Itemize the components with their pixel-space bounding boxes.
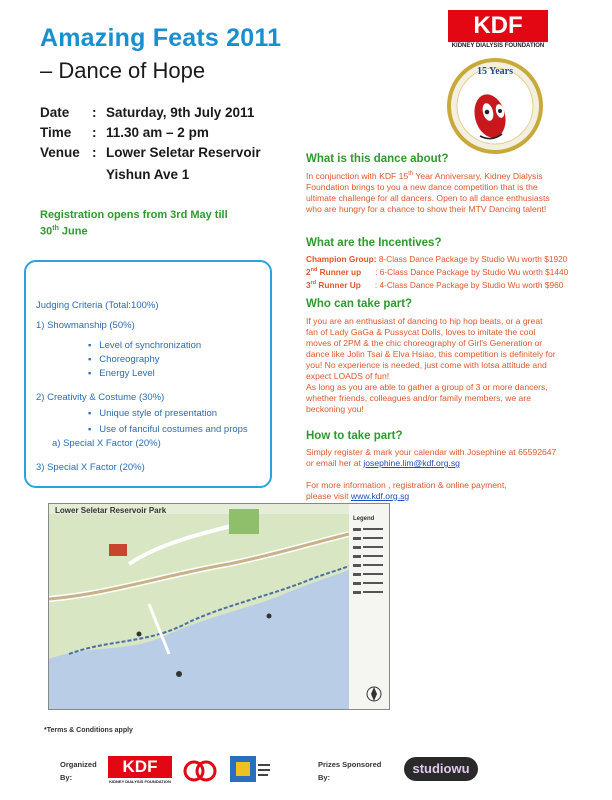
organized-by-label: By:	[60, 773, 73, 782]
criteria-item-text: Unique style of presentation	[99, 408, 218, 419]
incentive-rank-suffix: rd	[310, 279, 317, 286]
footer-kdf-caption: KIDNEY DIALYSIS FOUNDATION	[109, 779, 171, 784]
time-separator: :	[92, 125, 97, 140]
about-line: Foundation brings to you a new dance competition that is the	[306, 181, 538, 192]
anniversary-badge-text: 15 Years	[476, 66, 513, 77]
who-line: expect LOADS of fun!	[306, 371, 390, 381]
about-line: ultimate challenge for all dancers. Open to all dance enthusiasts	[306, 192, 550, 203]
who-line: you! No experience is needed, just come with lotsa attitude and	[306, 360, 547, 370]
about-text	[306, 169, 550, 215]
who-line: If you are an enthusiast of dancing to hip hop beats, or a great	[306, 316, 543, 326]
criteria-item-text: Use of fanciful costumes and props	[99, 424, 248, 435]
who-line: fan of Lady GaGa & Pussycat Dolls, loves to imitate the cool	[306, 327, 536, 337]
ring-logo-icon	[180, 756, 220, 786]
registration-line2	[40, 222, 260, 239]
park-map-graphic	[49, 504, 389, 709]
incentive-text: 8-Class Dance Package by Studio Wu worth $1920	[376, 254, 568, 264]
anniversary-badge	[440, 56, 550, 156]
who-heading: Who can take part?	[306, 298, 413, 310]
partner-emblem-icon	[228, 752, 272, 786]
kdf-logo-caption: KIDNEY DIALYSIS FOUNDATION	[451, 43, 545, 49]
partner-logo-red	[180, 756, 220, 791]
incentive-rank-suffix: nd	[310, 267, 318, 273]
date-value: Saturday, 9th July 2011	[106, 105, 255, 120]
venue-line1: Lower Seletar Reservoir	[106, 145, 261, 160]
footer-kdf-text: KDF	[108, 756, 172, 778]
incentive-label: Champion Group:	[306, 254, 377, 264]
website-link[interactable]: www.kdf.org.sg	[350, 491, 410, 501]
bullet-icon: ▪	[88, 368, 100, 379]
who-line: whether friends, colleagues and/or family members, we are	[306, 393, 531, 403]
page-subtitle: – Dance of Hope	[40, 58, 206, 83]
email-link[interactable]: josephine.lim@kdf.org.sg	[363, 458, 460, 468]
organized-label: Organized	[60, 760, 97, 769]
prizes-label: Prizes Sponsored	[318, 760, 382, 769]
incentive-row	[306, 278, 568, 291]
how-line	[306, 491, 556, 502]
venue-label: Venue	[40, 145, 80, 160]
incentive-rank: 3	[306, 279, 311, 290]
how-heading: How to take part?	[306, 430, 403, 442]
how-line: For more information , registration & online payment,	[306, 480, 507, 490]
footer-kdf-logo	[108, 756, 172, 784]
kdf-logo-text: KDF	[448, 10, 548, 42]
prizes-by-label: By:	[318, 773, 331, 782]
incentive-label: Runner up	[317, 266, 362, 277]
criteria-item-text: Level of synchronization	[99, 340, 202, 351]
how-line	[306, 458, 556, 469]
how-text	[306, 447, 556, 502]
incentive-rank: 2	[306, 266, 311, 277]
page-title: Amazing Feats 2011	[40, 24, 282, 52]
park-map	[48, 503, 390, 710]
kdf-logo	[448, 10, 548, 50]
map-title: Lower Seletar Reservoir Park	[55, 506, 167, 515]
partner-logo-blue	[228, 752, 272, 791]
venue-row	[40, 145, 261, 160]
bullet-icon: ▪	[88, 408, 100, 419]
criteria-item-text: Energy Level	[99, 368, 155, 379]
incentives-list	[306, 254, 568, 291]
date-row	[40, 105, 254, 120]
terms-note: *Terms & Conditions apply	[44, 727, 133, 734]
who-line: dance like Jolin Tsai & Elva Hsiao, this competition is definitely for	[306, 349, 556, 359]
incentive-text: : 4-Class Dance Package by Studio Wu worth $960	[374, 279, 564, 290]
bullet-icon: ▪	[88, 354, 100, 365]
venue-line2: Yishun Ave 1	[106, 167, 190, 182]
about-line1b: Year Anniversary, Kidney Dialysis	[413, 170, 543, 181]
how-line: Simply register & mark your calendar with Josephine at 65592647	[306, 447, 557, 457]
criteria-xfactor-sub: a) Special X Factor (20%)	[52, 438, 161, 449]
about-line: who are hungry for a chance to show their MTV Dancing talent!	[306, 203, 547, 214]
how-line2-text: or email her at	[306, 458, 364, 468]
criteria-item	[88, 340, 201, 351]
about-heading: What is this dance about?	[306, 153, 449, 165]
incentive-row	[306, 254, 568, 265]
who-line: moves of 2PM & the chic choreography of Girl's Generation or	[306, 338, 543, 348]
incentive-row	[306, 265, 568, 278]
about-line1a: In conjunction with KDF 15	[306, 170, 409, 181]
criteria-item	[88, 368, 155, 379]
time-value: 11.30 am – 2 pm	[106, 125, 209, 140]
criteria-title: Judging Criteria (Total:100%)	[36, 300, 159, 311]
about-line	[306, 169, 550, 182]
about-line1-sup: th	[408, 171, 414, 177]
registration-day: 30	[40, 225, 53, 238]
criteria-item	[88, 354, 160, 365]
time-row	[40, 125, 209, 140]
registration-day-suffix: th	[52, 225, 59, 232]
judging-criteria-box	[24, 260, 272, 488]
who-line: As long as you are able to gather a group of 3 or more dancers,	[306, 382, 548, 392]
incentive-label: Runner Up	[316, 279, 361, 290]
bullet-icon: ▪	[88, 424, 100, 435]
map-legend-title: Legend	[353, 516, 375, 522]
registration-line1: Registration opens from 3rd May till	[40, 209, 228, 221]
incentive-text: : 6-Class Dance Package by Studio Wu worth $1440	[375, 266, 569, 277]
venue-separator: :	[92, 145, 97, 160]
criteria-item	[88, 424, 248, 435]
studio-wu-logo: studiowu	[404, 757, 478, 781]
criteria-item-text: Choreography	[99, 354, 160, 365]
who-text	[306, 316, 556, 415]
date-separator: :	[92, 105, 97, 120]
criteria-showmanship: 1) Showmanship (50%)	[36, 320, 135, 331]
bullet-icon: ▪	[88, 340, 100, 351]
criteria-creativity: 2) Creativity & Costume (30%)	[36, 392, 165, 403]
registration-month: June	[58, 225, 88, 238]
time-label: Time	[40, 125, 72, 140]
registration-notice	[40, 208, 260, 239]
criteria-item	[88, 408, 217, 419]
date-label: Date	[40, 105, 70, 120]
how-line4-text: please visit	[306, 491, 351, 501]
criteria-xfactor: 3) Special X Factor (20%)	[36, 462, 145, 473]
incentives-heading: What are the Incentives?	[306, 237, 442, 249]
who-line: beckoning you!	[306, 404, 364, 414]
